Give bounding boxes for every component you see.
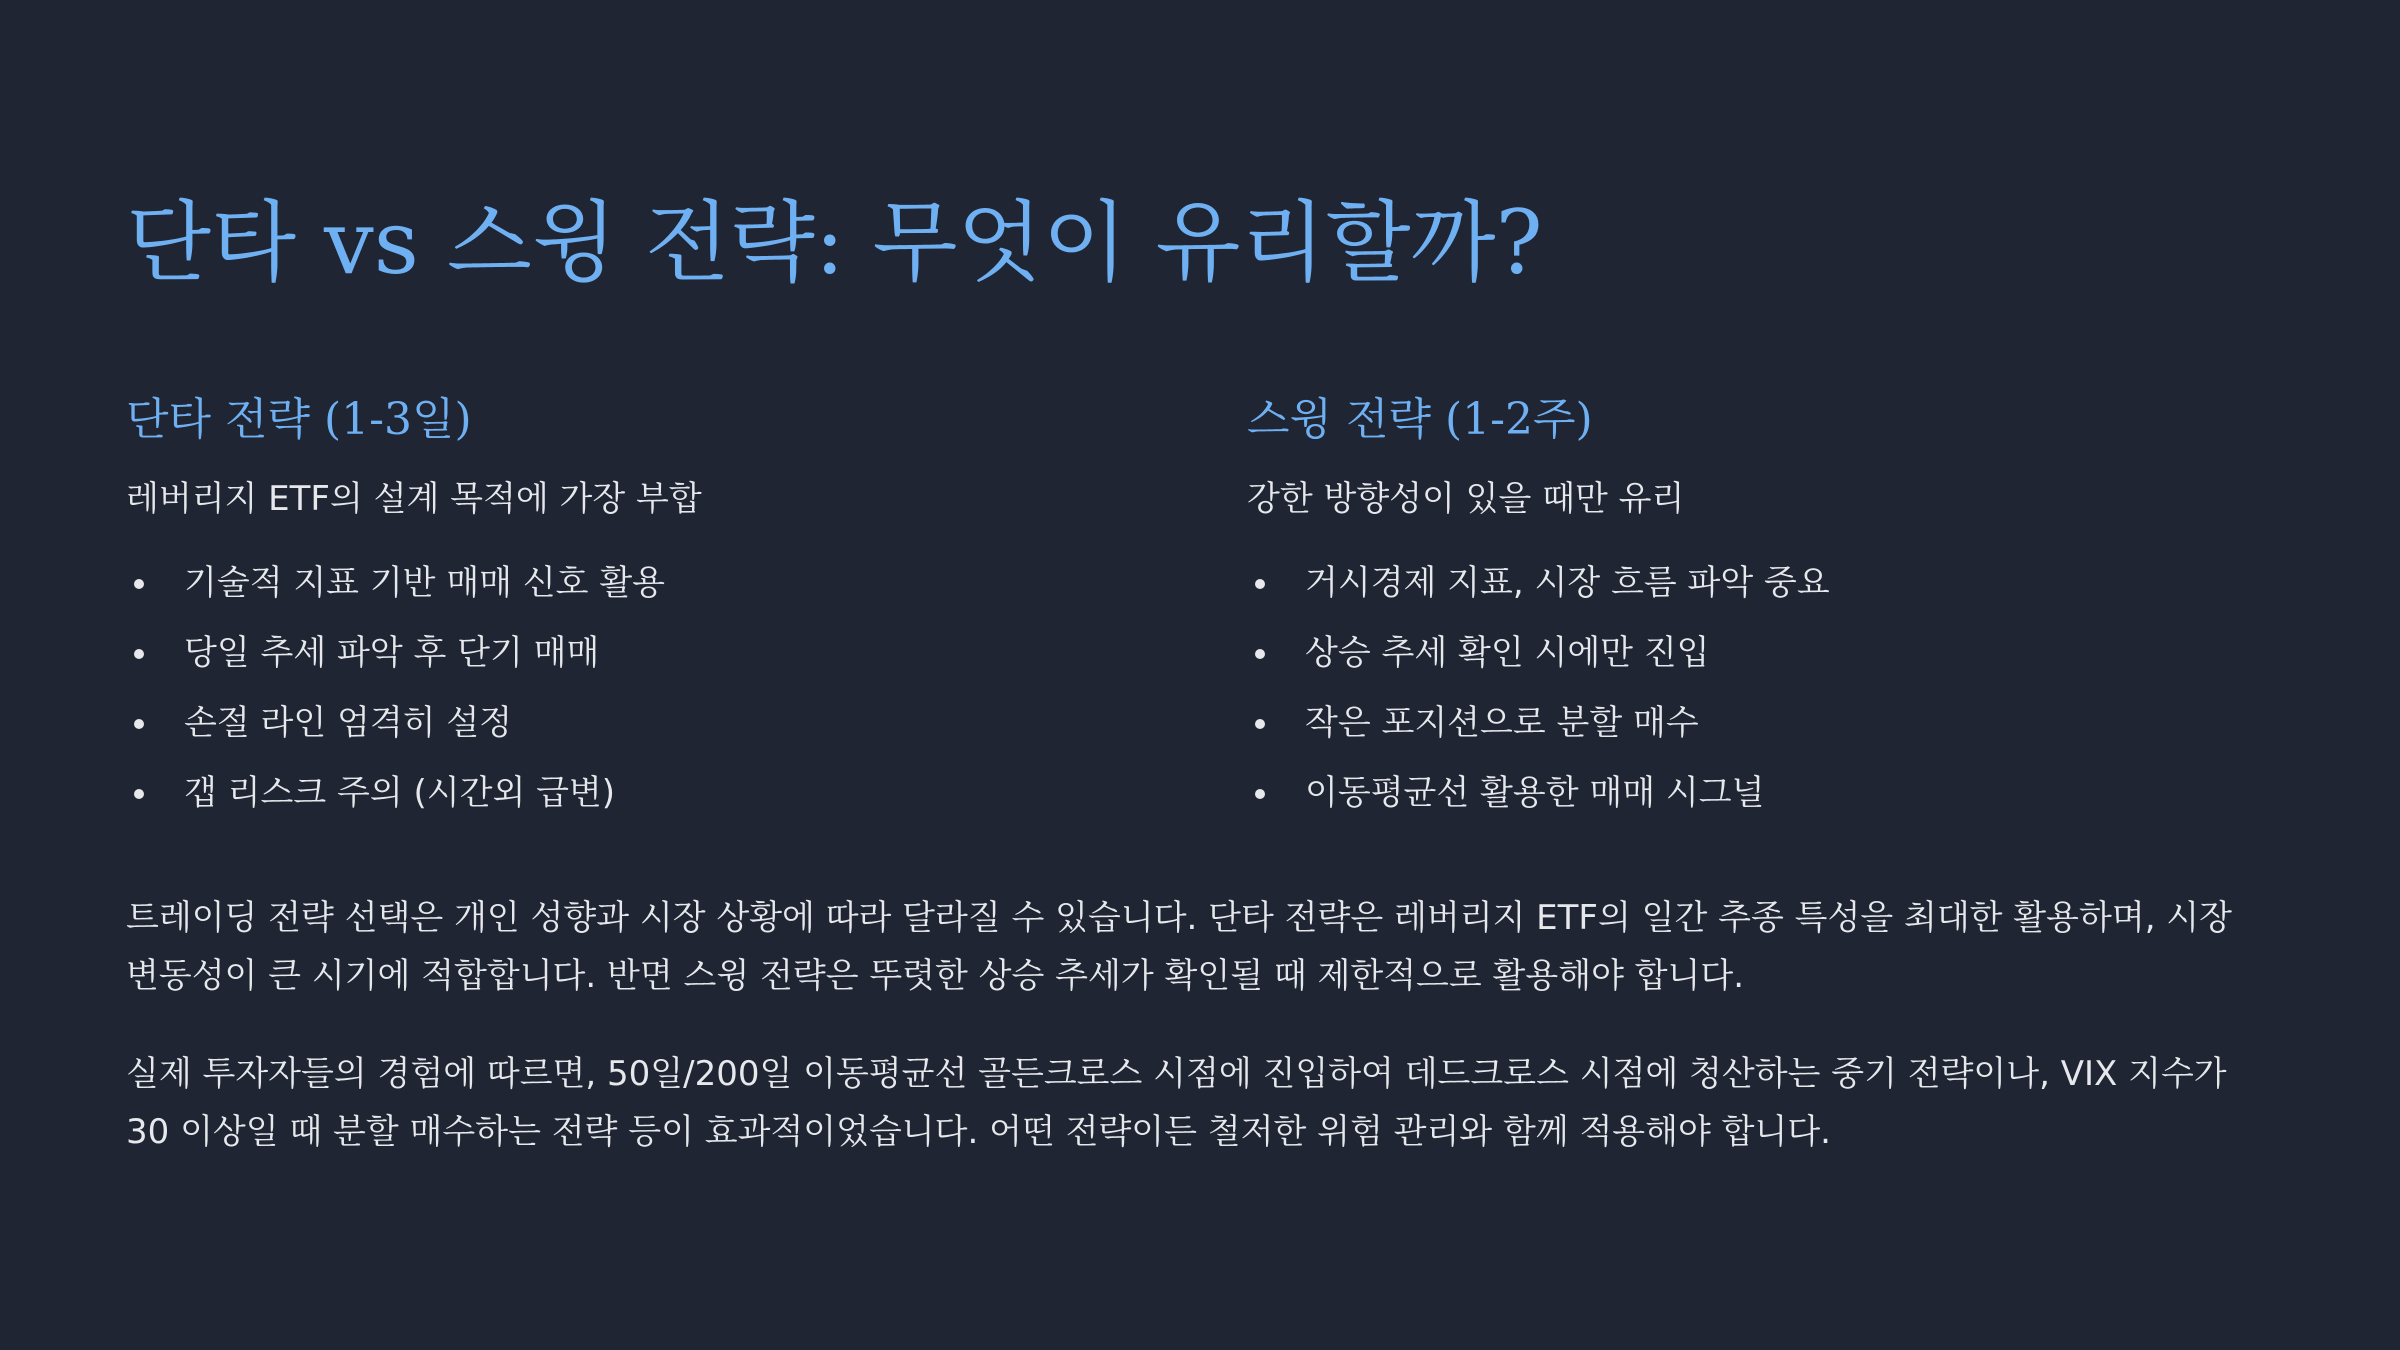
list-item	[126, 627, 1166, 697]
list-item-text: 거시경제 지표, 시장 흐름 파악 중요	[1305, 563, 1830, 603]
bullet-icon	[1255, 579, 1265, 589]
bullet-icon	[134, 789, 144, 799]
day-trading-column	[126, 385, 1166, 837]
list-item	[1247, 627, 2287, 697]
list-item-text: 갭 리스크 주의 (시간외 급변)	[184, 773, 616, 813]
day-trading-bullet-list	[126, 557, 1166, 837]
list-item	[1247, 697, 2287, 767]
list-item-text: 상승 추세 확인 시에만 진입	[1305, 633, 1710, 673]
day-trading-heading: 단타 전략 (1-3일)	[126, 394, 472, 445]
swing-trading-bullet-list	[1247, 557, 2287, 837]
list-item-text: 기술적 지표 기반 매매 신호 활용	[184, 563, 666, 603]
page-title: 단타 vs 스윙 전략: 무엇이 유리할까?	[126, 191, 1543, 294]
list-item-text: 손절 라인 엄격히 설정	[184, 703, 513, 743]
list-item	[126, 697, 1166, 767]
list-item	[1247, 557, 2287, 627]
list-item	[1247, 767, 2287, 837]
list-item	[126, 767, 1166, 837]
swing-trading-column	[1247, 385, 2287, 837]
list-item-text: 이동평균선 활용한 매매 시그널	[1305, 773, 1765, 813]
swing-trading-subtitle: 강한 방향성이 있을 때만 유리	[1247, 479, 1685, 519]
list-item	[126, 557, 1166, 627]
bullet-icon	[134, 579, 144, 589]
bullet-icon	[1255, 719, 1265, 729]
investor-experience-paragraph: 실제 투자자들의 경험에 따르면, 50일/200일 이동평균선 골든크로스 시점에 진입하여 데드크로스 시점에 청산하는 중기 전략이나, VIX 지수가 30 이상일 때 분할 매수하는 전략 등이 효과적이었습니다. 어떤 전략이든 철저한 위험 관리와 함께 적용해야 합니다.	[126, 1054, 2227, 1152]
bullet-icon	[1255, 789, 1265, 799]
list-item-text: 작은 포지션으로 분할 매수	[1305, 703, 1699, 743]
strategy-summary-paragraph: 트레이딩 전략 선택은 개인 성향과 시장 상황에 따라 달라질 수 있습니다. 단타 전략은 레버리지 ETF의 일간 추종 특성을 최대한 활용하며, 시장 변동성이 큰 시기에 적합합니다. 반면 스윙 전략은 뚜렷한 상승 추세가 확인될 때 제한적으로 활용해야 합니다.	[126, 898, 2232, 996]
bullet-icon	[134, 719, 144, 729]
bullet-icon	[1255, 649, 1265, 659]
day-trading-subtitle: 레버리지 ETF의 설계 목적에 가장 부합	[126, 479, 702, 519]
swing-trading-heading: 스윙 전략 (1-2주)	[1247, 394, 1593, 445]
bullet-icon	[134, 649, 144, 659]
list-item-text: 당일 추세 파악 후 단기 매매	[184, 633, 600, 673]
